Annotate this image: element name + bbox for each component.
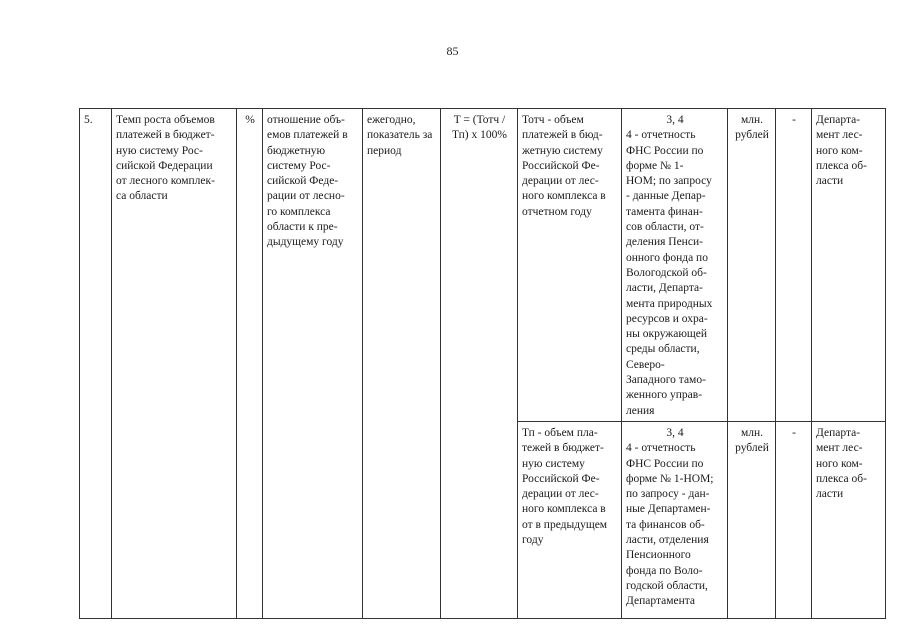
variable-extra: - [792, 426, 796, 439]
variable-description-cell [518, 109, 622, 422]
unit-cell [237, 109, 263, 619]
definition-cell [263, 109, 363, 619]
indicator-name-cell [112, 109, 237, 619]
variable-unit: млн. рублей [735, 114, 769, 142]
variable-description: Тп - объем пла- тежей в бюджет- ную систему Российской Фе- дерации от лес- ного комплекса в от в предыдущем году [522, 426, 608, 547]
variable-responsible-cell [812, 421, 886, 618]
variable-source-cell [622, 421, 728, 618]
variable-description: Тотч - объем платежей в бюд- жетную систему Российской Фе- дерации от лес- ного комплекса в отчетном году [522, 114, 606, 218]
indicator-definition: отношение объ- емов платежей в бюджетную систему Рос- сийской Феде- рации от лесно- го комплекса области к пре- дыдущему году [267, 114, 348, 249]
variable-description-cell [518, 421, 622, 618]
table-row [80, 109, 886, 422]
variable-unit-cell [728, 109, 776, 422]
variable-extra: - [792, 114, 796, 126]
indicator-table [79, 108, 886, 619]
variable-responsible: Департа- мент лес- ного ком- плекса об- ласти [816, 426, 867, 501]
variable-responsible-cell [812, 109, 886, 422]
page-number: 85 [446, 44, 459, 58]
variable-extra-cell [776, 109, 812, 422]
variable-unit: млн. рублей [735, 426, 769, 455]
variable-source: 4 - отчетность ФНС России по форме № 1-НОМ; по запросу - дан- ные Департамен- та финансов об- ласти, отделения Пенсионного фонда по Воло- годской области, Департамента [626, 442, 714, 608]
indicator-formula: T = (Тотч / Тп) x 100% [452, 114, 507, 142]
variable-source-cell [622, 109, 728, 422]
indicator-name: Темп роста объемов платежей в бюджет- ную систему Рос- сийской Федерации от лесного комплек- са области [116, 114, 215, 203]
variable-extra-cell [776, 421, 812, 618]
row-number: 5. [84, 114, 93, 126]
formula-cell [441, 109, 518, 619]
row-number-cell [80, 109, 112, 619]
indicator-periodicity: ежегодно, показатель за период [367, 114, 433, 157]
variable-method-code: 3, 4 [666, 114, 684, 126]
periodicity-cell [363, 109, 441, 619]
variable-source: 4 - отчетность ФНС России по форме № 1- НОМ; по запросу - данные Депар- тамента финан- сов области, от- деления Пенси- онного фонда по Вологодской об- ласти, Департа- мента природных ресурсов и охра- ны окружающей среды области, Северо- Западного тамо- женного управ- ления [626, 129, 713, 417]
variable-unit-cell [728, 421, 776, 618]
variable-method-code: 3, 4 [666, 426, 684, 439]
indicator-unit: % [245, 114, 255, 126]
variable-responsible: Департа- мент лес- ного ком- плекса об- ласти [816, 114, 867, 188]
